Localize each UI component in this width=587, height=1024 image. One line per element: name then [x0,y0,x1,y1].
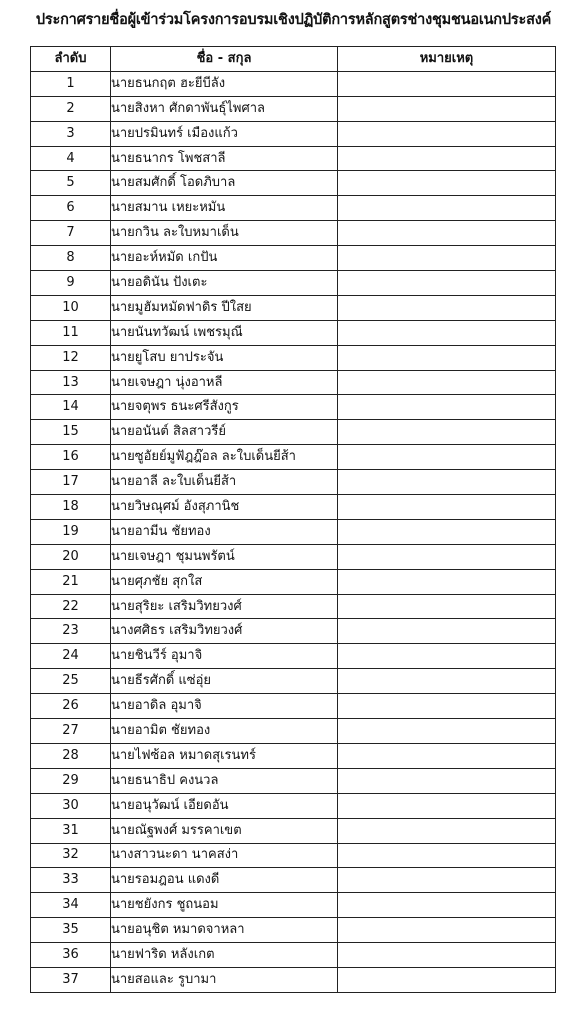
table-row [31,370,556,395]
table-row [31,121,556,146]
remark-cell [338,420,556,445]
table-row [31,221,556,246]
participant-name: นายวิษณุศม์ อังสุภานิช [111,495,338,520]
row-number: 18 [31,495,111,520]
row-number: 16 [31,445,111,470]
row-number: 22 [31,594,111,619]
table-row [31,295,556,320]
row-number: 33 [31,868,111,893]
table-row [31,544,556,569]
remark-cell [338,743,556,768]
remark-cell [338,395,556,420]
remark-cell [338,719,556,744]
remark-cell [338,918,556,943]
remark-cell [338,470,556,495]
remark-cell [338,569,556,594]
row-number: 8 [31,246,111,271]
participant-name: นายอาลี ละใบเด็นยีส้า [111,470,338,495]
remark-cell [338,271,556,296]
remark-cell [338,146,556,171]
table-row [31,420,556,445]
participant-name: นายธีรศักดิ์ แซ่อุ่ย [111,669,338,694]
table-row [31,395,556,420]
participant-name: นายไฟซ้อล หมาดสุเรนทร์ [111,743,338,768]
remark-cell [338,594,556,619]
table-row [31,470,556,495]
table-row [31,868,556,893]
table-row [31,719,556,744]
remark-cell [338,644,556,669]
table-row [31,893,556,918]
row-number: 13 [31,370,111,395]
remark-cell [338,246,556,271]
participant-name: นายศุภชัย สุกใส [111,569,338,594]
row-number: 9 [31,271,111,296]
table-row [31,495,556,520]
row-number: 20 [31,544,111,569]
row-number: 26 [31,694,111,719]
participant-name: นายธนาธิป คงนวล [111,768,338,793]
participant-name: นายสมศักดิ์ โอดภิบาล [111,171,338,196]
table-row [31,569,556,594]
row-number: 11 [31,320,111,345]
row-number: 30 [31,793,111,818]
participant-name: นายอนุวัฒน์ เอียดอัน [111,793,338,818]
remark-cell [338,694,556,719]
remark-cell [338,96,556,121]
participant-name: นายสอและ รูบามา [111,967,338,992]
row-number: 37 [31,967,111,992]
table-row [31,619,556,644]
table-row [31,843,556,868]
remark-cell [338,669,556,694]
participant-name: นายจตุพร ธนะศรีสังกูร [111,395,338,420]
remark-cell [338,295,556,320]
table-body [31,71,556,992]
row-number: 12 [31,345,111,370]
table-row [31,345,556,370]
remark-cell [338,793,556,818]
participant-name: นางสาวนะดา นาคสง่า [111,843,338,868]
row-number: 2 [31,96,111,121]
remark-cell [338,818,556,843]
table-row [31,793,556,818]
participant-name: นายอดินัน ปังเตะ [111,271,338,296]
table-row [31,71,556,96]
remark-cell [338,445,556,470]
table-row [31,96,556,121]
table-row [31,669,556,694]
participant-name: นายอนันต์ สิลสาวรีย์ [111,420,338,445]
row-number: 6 [31,196,111,221]
participant-name: นายยูโสบ ยาประจัน [111,345,338,370]
participant-name: นายสมาน เหยะหมัน [111,196,338,221]
participant-table [30,46,556,993]
participant-name: นายณัฐพงศ์ มรรคาเขต [111,818,338,843]
table-row [31,146,556,171]
participant-name: นายปรมินทร์ เมืองแก้ว [111,121,338,146]
row-number: 32 [31,843,111,868]
participant-name: นายชยังกร ชูถนอม [111,893,338,918]
row-number: 1 [31,71,111,96]
remark-cell [338,370,556,395]
row-number: 4 [31,146,111,171]
participant-name: นายรอมฎอน แดงดี [111,868,338,893]
table-row [31,743,556,768]
row-number: 27 [31,719,111,744]
row-number: 36 [31,943,111,968]
participant-name: นายสิงหา ศักดาพันธุ์ไพศาล [111,96,338,121]
header-note: หมายเหตุ [338,47,556,72]
participant-name: นายอามีน ชัยทอง [111,519,338,544]
participant-name: นายเจษฎา นุ่งอาหลี [111,370,338,395]
row-number: 34 [31,893,111,918]
participant-name: นายซูอัยย์มูฟัฎฎ๊อล ละใบเด็นยีส้า [111,445,338,470]
participant-name: นายอนุชิต หมาดจาหลา [111,918,338,943]
row-number: 31 [31,818,111,843]
remark-cell [338,171,556,196]
row-number: 14 [31,395,111,420]
participant-name: นายมูฮัมหมัดฟาดิร ปีใสย [111,295,338,320]
table-row [31,644,556,669]
table-row [31,171,556,196]
row-number: 10 [31,295,111,320]
participant-name: นายอะห์หมัด เกปัน [111,246,338,271]
participant-name: นายอามิต ชัยทอง [111,719,338,744]
remark-cell [338,495,556,520]
row-number: 17 [31,470,111,495]
table-row [31,594,556,619]
remark-cell [338,320,556,345]
row-number: 23 [31,619,111,644]
header-no: ลำดับ [31,47,111,72]
participant-name: นายฟาริด หลังเกต [111,943,338,968]
table-row [31,918,556,943]
row-number: 3 [31,121,111,146]
remark-cell [338,71,556,96]
row-number: 7 [31,221,111,246]
row-number: 28 [31,743,111,768]
row-number: 35 [31,918,111,943]
participant-name: นายกวิน ละใบหมาเด็น [111,221,338,246]
remark-cell [338,519,556,544]
participant-name: นายอาดิล อุมาจิ [111,694,338,719]
remark-cell [338,893,556,918]
table-row [31,246,556,271]
participant-name: นายเจษฎา ชุมนพรัตน์ [111,544,338,569]
row-number: 29 [31,768,111,793]
table-row [31,519,556,544]
row-number: 21 [31,569,111,594]
row-number: 5 [31,171,111,196]
table-row [31,694,556,719]
participant-name: นายธนากร โพชสาลี [111,146,338,171]
remark-cell [338,544,556,569]
row-number: 15 [31,420,111,445]
row-number: 24 [31,644,111,669]
remark-cell [338,121,556,146]
remark-cell [338,221,556,246]
remark-cell [338,967,556,992]
table-row [31,768,556,793]
remark-cell [338,768,556,793]
row-number: 25 [31,669,111,694]
participant-name: นางศศิธร เสริมวิทยวงศ์ [111,619,338,644]
header-name: ชื่อ - สกุล [111,47,338,72]
remark-cell [338,619,556,644]
participant-name: นายสุริยะ เสริมวิทยวงศ์ [111,594,338,619]
table-row [31,967,556,992]
row-number: 19 [31,519,111,544]
participant-name: นายชินวีร์ อุมาจิ [111,644,338,669]
table-row [31,445,556,470]
table-header-row [31,47,556,72]
table-row [31,818,556,843]
remark-cell [338,345,556,370]
remark-cell [338,843,556,868]
remark-cell [338,943,556,968]
table-row [31,943,556,968]
participant-name: นายนันทวัฒน์ เพชรมุณี [111,320,338,345]
remark-cell [338,196,556,221]
participant-name: นายธนกฤต ฮะยีบีลัง [111,71,338,96]
table-row [31,320,556,345]
page-title: ประกาศรายชื่อผู้เข้าร่วมโครงการอบรมเชิงปฏิบัติการหลักสูตรช่างชุมชนอเนกประสงค์ [35,12,552,28]
table-row [31,196,556,221]
remark-cell [338,868,556,893]
table-row [31,271,556,296]
